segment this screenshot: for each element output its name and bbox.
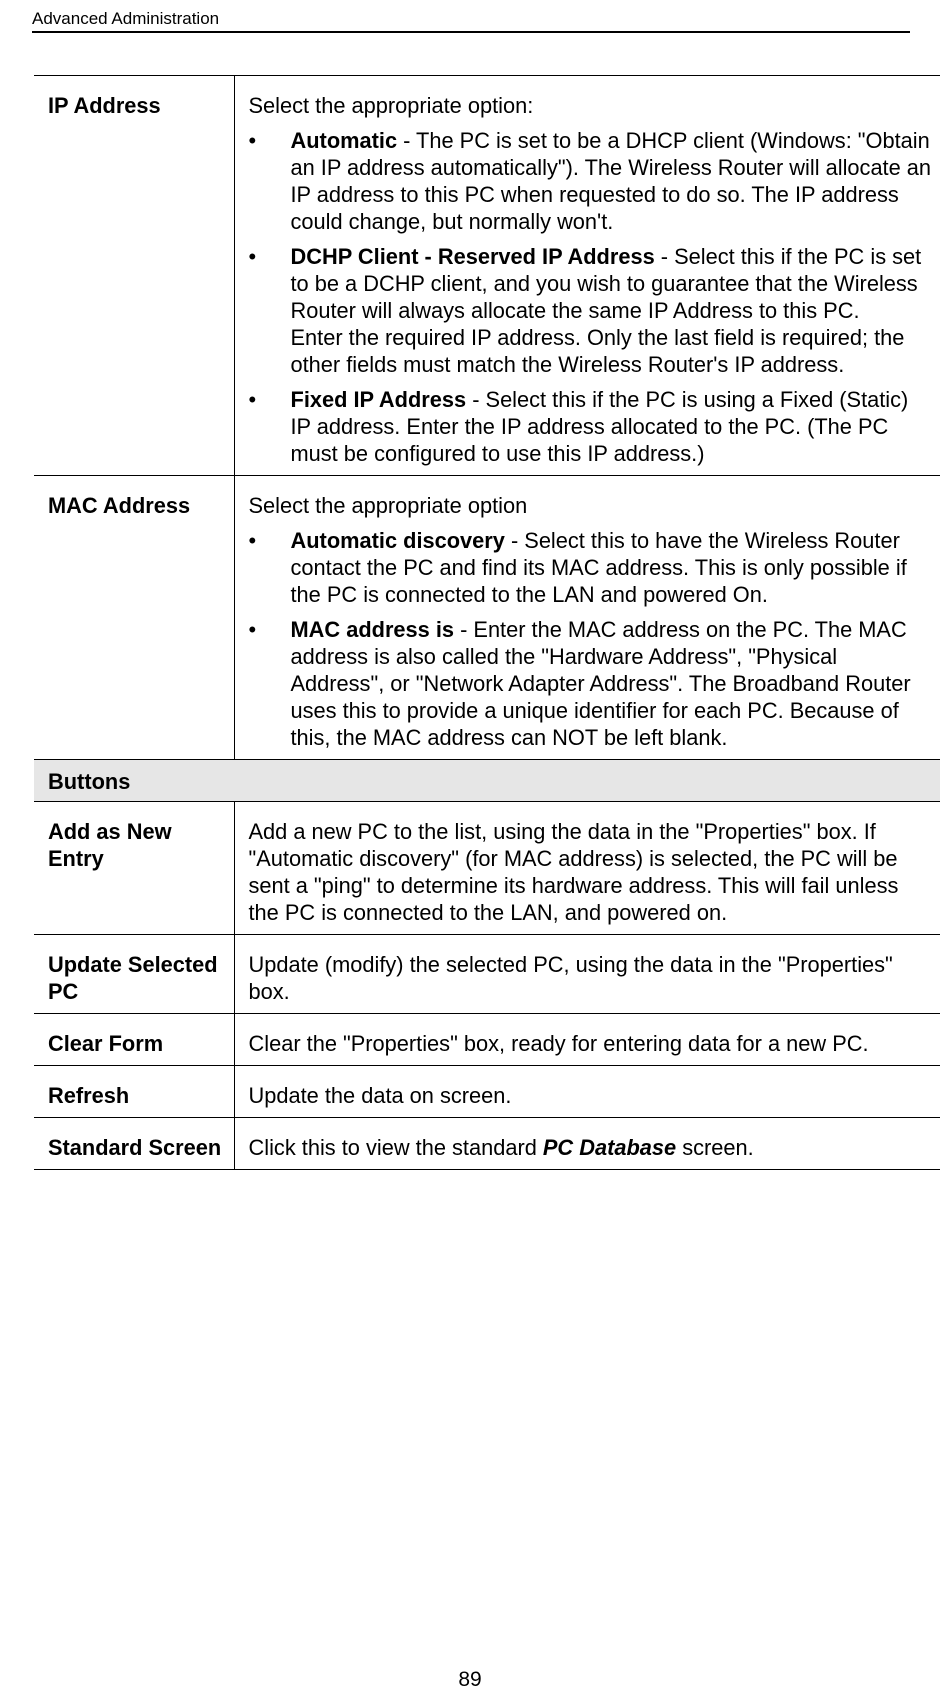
list-item	[249, 386, 933, 467]
row-description-clear-form: Clear the "Properties" box, ready for entering data for a new PC.	[234, 1014, 940, 1066]
bullet-icon: •	[248, 244, 257, 269]
row-label-refresh: Refresh	[34, 1066, 234, 1118]
row-description-mac-address	[234, 476, 940, 760]
page-number: 89	[458, 1668, 482, 1691]
option-extra-text: Enter the required IP address. Only the last field is required; the other fields must match the Wireless Router's IP address.	[290, 325, 905, 377]
table-row-buttons-section	[34, 760, 940, 802]
description-text: Click this to view the standard	[248, 1135, 543, 1160]
row-description-standard-screen	[234, 1118, 940, 1170]
description-text: screen.	[676, 1135, 754, 1160]
section-heading-buttons: Buttons	[34, 760, 940, 802]
row-label-add-new-entry: Add as New Entry	[34, 802, 234, 935]
row-label-clear-form: Clear Form	[34, 1014, 234, 1066]
option-text: - Select this if the PC is set to be a DCHP client, and you wish to guarantee that the Wireless Router will always allocate the same IP Address to this PC.	[290, 244, 922, 323]
option-term: Automatic discovery	[290, 528, 505, 553]
option-text: - Select this to have the Wireless Router contact the PC and find its MAC address. This is only possible if the PC is connected to the LAN and powered On.	[290, 528, 907, 607]
row-description-refresh: Update the data on screen.	[234, 1066, 940, 1118]
option-term: Automatic	[290, 128, 398, 153]
option-text: - The PC is set to be a DHCP client (Windows: "Obtain an IP address automatically"). The Wireless Router will allocate an IP address to this PC when requested to do so. The IP address could change, but normally won't.	[290, 128, 932, 234]
row-description-update-selected: Update (modify) the selected PC, using the data in the "Properties" box.	[234, 935, 940, 1014]
row-description-add-new-entry: Add a new PC to the list, using the data in the "Properties" box. If "Automatic discovery" (for MAC address) is selected, the PC will be sent a "ping" to determine its hardware address. This will fail unless the PC is connected to the LAN, and powered on.	[234, 802, 940, 935]
row-label-standard-screen: Standard Screen	[34, 1118, 234, 1170]
bullet-icon: •	[248, 528, 257, 553]
intro-text: Select the appropriate option:	[248, 93, 534, 118]
table-row-ip-address	[34, 76, 940, 476]
emphasized-term: PC Database	[542, 1135, 677, 1160]
option-text: - Select this if the PC is using a Fixed (Static) IP address. Enter the IP address allocated to the PC. (The PC must be configured to use this IP address.)	[290, 387, 909, 466]
table-row-clear-form	[34, 1014, 940, 1066]
settings-description-table	[34, 75, 940, 1170]
intro-text: Select the appropriate option	[248, 493, 528, 518]
table-row-update-selected	[34, 935, 940, 1014]
bullet-icon: •	[248, 128, 257, 153]
list-item	[249, 616, 933, 751]
option-term: DCHP Client - Reserved IP Address	[290, 244, 655, 269]
table-row-add-new-entry	[34, 802, 940, 935]
bullet-icon: •	[248, 387, 257, 412]
row-description-ip-address	[234, 76, 940, 476]
option-text: - Enter the MAC address on the PC. The MAC address is also called the "Hardware Address", "Physical Address", or "Network Adapter Address". The Broadband Router uses this to provide a unique identifier for each PC. Because of this, the MAC address can NOT be left blank.	[290, 617, 911, 750]
bullet-list-ip-options	[249, 127, 933, 467]
list-item	[249, 243, 933, 378]
table-row-standard-screen	[34, 1118, 940, 1170]
bullet-icon: •	[248, 617, 257, 642]
row-label-update-selected: Update Selected PC	[34, 935, 234, 1014]
table-row-mac-address	[34, 476, 940, 760]
list-item	[249, 127, 933, 235]
row-label-mac-address: MAC Address	[34, 476, 234, 760]
list-item	[249, 527, 933, 608]
option-term: MAC address is	[290, 617, 455, 642]
option-term: Fixed IP Address	[290, 387, 467, 412]
row-label-ip-address: IP Address	[34, 76, 234, 476]
page-header-title: Advanced Administration	[32, 9, 910, 33]
bullet-list-mac-options	[249, 527, 933, 751]
table-row-refresh	[34, 1066, 940, 1118]
